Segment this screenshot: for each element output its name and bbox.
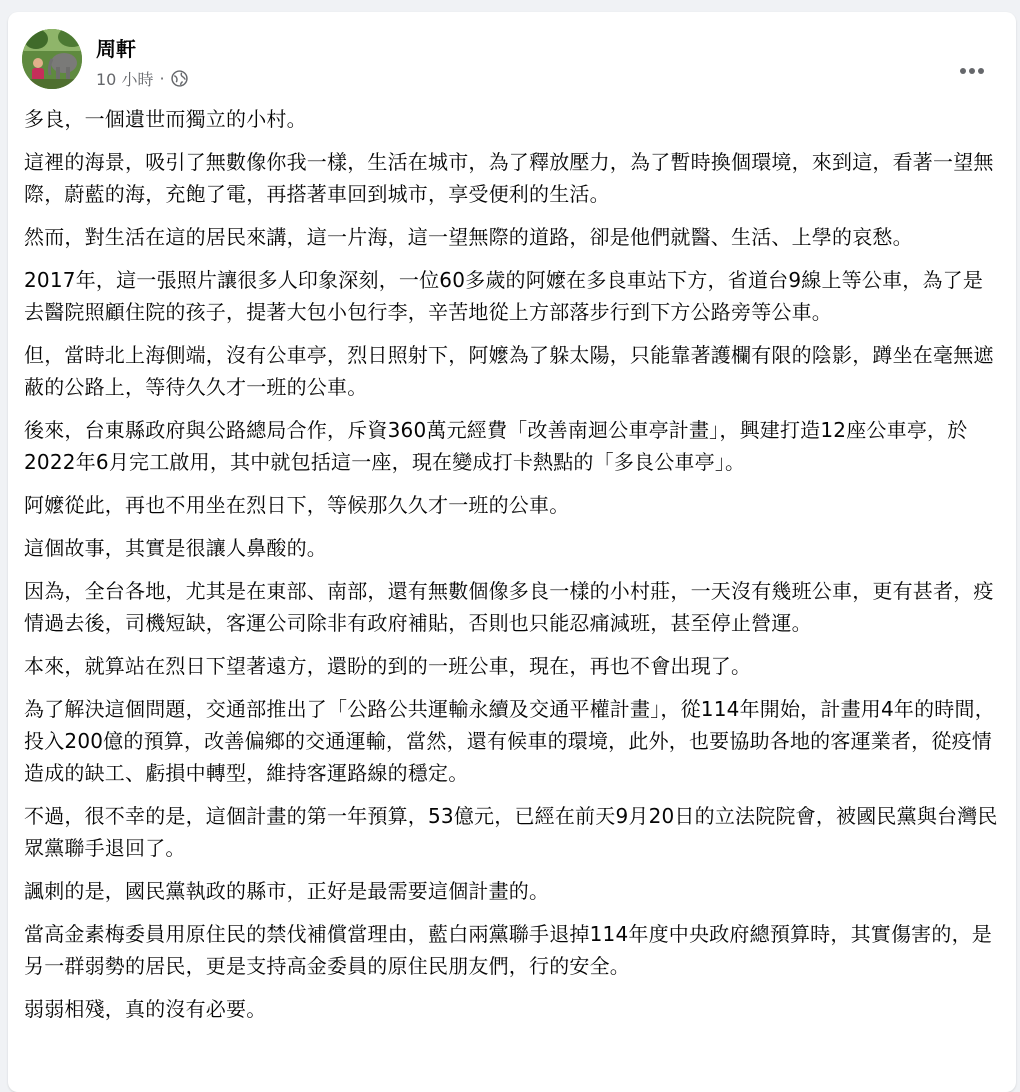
- post-paragraph: 阿嬤從此，再也不用坐在烈日下，等候那久久才一班的公車。: [24, 493, 570, 517]
- post-paragraph: 弱弱相殘，真的沒有必要。: [24, 997, 267, 1021]
- post-paragraph: 這裡的海景，吸引了無數像你我一樣，生活在城市，為了釋放壓力，為了暫時換個環境，來到這，看著一望無際，蔚藍的海，充飽了電，再搭著車回到城市，享受便利的生活。: [24, 150, 994, 206]
- post-body: [24, 103, 1000, 1036]
- post-paragraph: 2017年，這一張照片讓很多人印象深刻，一位60多歲的阿嬤在多良車站下方，省道台9線上等公車，為了是去醫院照顧住院的孩子，提著大包小包行李，辛苦地從上方部落步行到下方公路旁等公車。: [24, 268, 984, 324]
- post-paragraph: 當高金素梅委員用原住民的禁伐補償當理由，藍白兩黨聯手退掉114年度中央政府總預算時，其實傷害的，是另一群弱勢的居民，更是支持高金委員的原住民朋友們，行的安全。: [24, 922, 992, 978]
- post-meta: [96, 67, 188, 90]
- post-header: [22, 29, 1002, 89]
- meta-separator: ·: [159, 69, 165, 88]
- post-paragraph: 諷刺的是，國民黨執政的縣市，正好是最需要這個計畫的。: [24, 879, 550, 903]
- post-paragraph: 然而，對生活在這的居民來講，這一片海，這一望無際的道路，卻是他們就醫、生活、上學的哀愁。: [24, 225, 913, 249]
- author-avatar[interactable]: [22, 29, 82, 89]
- post-paragraph: 不過，很不幸的是，這個計畫的第一年預算，53億元，已經在前天9月20日的立法院院會，被國民黨與台灣民眾黨聯手退回了。: [24, 804, 998, 860]
- more-options-button[interactable]: [952, 51, 992, 91]
- post-paragraph: 因為，全台各地，尤其是在東部、南部，還有無數個像多良一樣的小村莊，一天沒有幾班公車，更有甚者，疫情過去後，司機短缺，客運公司除非有政府補貼，否則也只能忍痛減班，甚至停止營運。: [24, 579, 994, 635]
- globe-icon[interactable]: [171, 70, 188, 87]
- post-time[interactable]: 10 小時: [96, 70, 154, 89]
- post-paragraph: 本來，就算站在烈日下望著遠方，還盼的到的一班公車，現在，再也不會出現了。: [24, 654, 752, 678]
- post-paragraph: 但，當時北上海側端，沒有公車亭，烈日照射下，阿嬤為了躲太陽，只能靠著護欄有限的陰影，蹲坐在毫無遮蔽的公路上，等待久久才一班的公車。: [24, 343, 994, 399]
- post-paragraph: 多良，一個遺世而獨立的小村。: [24, 107, 307, 131]
- post-paragraph: 後來，台東縣政府與公路總局合作，斥資360萬元經費「改善南迴公車亭計畫」，興建打造12座公車亭，於2022年6月完工啟用，其中就包括這一座，現在變成打卡熱點的「多良公車亭」。: [24, 418, 968, 474]
- post-paragraph: 為了解決這個問題，交通部推出了「公路公共運輸永續及交通平權計畫」，從114年開始，計畫用4年的時間，投入200億的預算，改善偏鄉的交通運輸，當然，還有候車的環境，此外，也要協助各地的客運業者，從疫情造成的缺工、虧損中轉型，維持客運路線的穩定。: [24, 697, 995, 785]
- author-name[interactable]: 周軒: [96, 37, 136, 61]
- avatar-image: [22, 29, 82, 89]
- more-horizontal-icon: [959, 67, 985, 75]
- post-card: [8, 12, 1016, 1092]
- post-paragraph: 這個故事，其實是很讓人鼻酸的。: [24, 536, 327, 560]
